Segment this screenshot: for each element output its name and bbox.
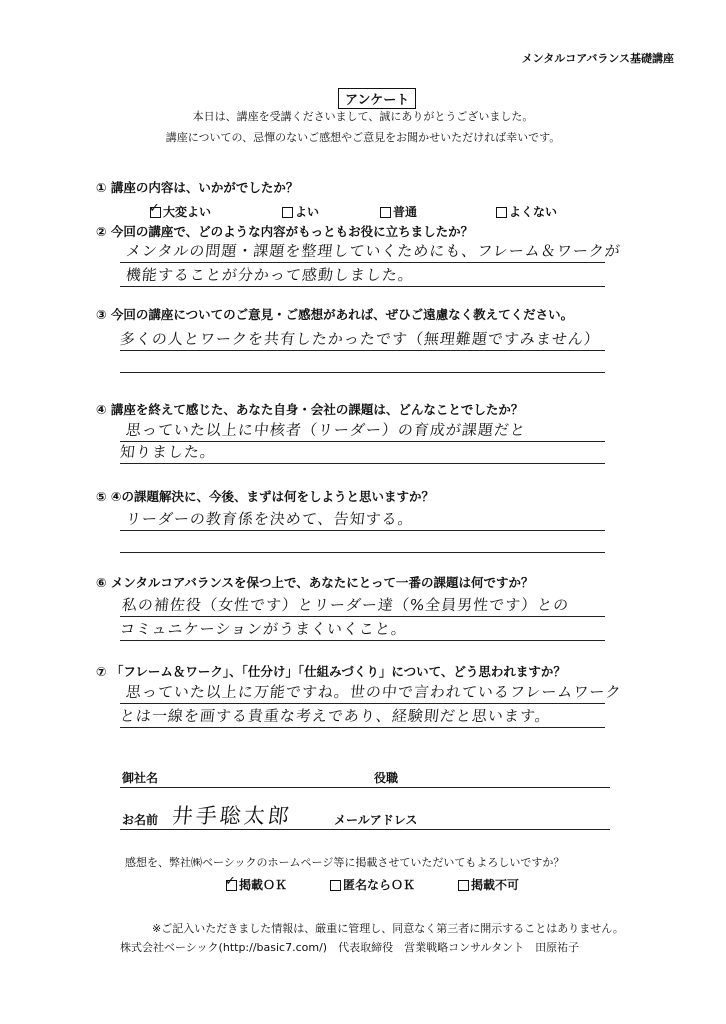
checkbox[interactable] [282,207,293,218]
checkbox[interactable] [496,207,507,218]
name-email-field[interactable] [120,829,610,830]
question-3-label: ③ 今回の講座についてのご意見・ご感想があれば、ぜひご遠慮なく教えてください。 [96,307,574,322]
consent-option-no[interactable]: 掲載不可 [458,876,519,893]
answer-line [120,350,605,351]
checkbox[interactable] [149,201,161,218]
checkmark-icon: ✓ [149,201,160,216]
q6-answer-line-1: 私の補佐役（女性です）とリーダー達（%全員男性です）との [121,596,571,614]
privacy-note: ※ご記入いただきました情報は、厳重に管理し、同意なく第三者に開示することはありません。 [152,922,624,935]
q6-answer-line-2: コミュニケーションがうまくいくこと。 [119,620,409,638]
question-6-label: ⑥ メンタルコアバランスを保つ上で、あなたにとって一番の課題は何ですか？ [96,575,534,590]
question-4-label: ④ 講座を終えて感じた、あなた自身・会社の課題は、どんなことでしたか？ [96,402,524,417]
q1-option-good[interactable]: よい [282,203,319,220]
answer-line [120,262,605,263]
q2-answer-line-1: メンタルの問題・課題を整理していくためにも、フレーム＆ワークが [125,242,622,260]
course-name: メンタルコアバランス基礎講座 [521,52,674,65]
answer-line [120,530,605,531]
answer-line [120,640,605,641]
q3-answer-line-1: 多くの人とワークを共有したかったです（無理難題ですみません） [119,330,601,348]
answer-line [120,727,605,728]
answer-line [120,286,605,287]
q1-option-normal[interactable]: 普通 [380,203,417,220]
checkbox[interactable] [380,207,391,218]
answer-line [120,703,605,704]
checkbox[interactable] [225,874,237,891]
question-2-label: ② 今回の講座で、どのような内容がもっともお役に立ちましたか？ [96,224,474,239]
q1-option-very-good[interactable]: ✓ 大変よい [149,201,212,219]
company-field[interactable] [120,787,610,788]
q7-answer-line-1: 思っていた以上に万能ですね。世の中で言われているフレームワーク [125,683,623,701]
answer-line [120,463,605,464]
company-info: 株式会社ベーシック(http://basic7.com/) 代表取締役 営業戦略コンサルタント 田原祐子 [120,941,580,954]
checkbox[interactable] [330,880,341,891]
company-label: 御社名 [122,771,159,785]
intro-line-2: 講座についての、忌憚のないご感想やご意見をお聞かせいただければ幸いです。 [165,131,561,144]
checkmark-icon: ✓ [225,874,236,889]
question-1-label: ① 講座の内容は、いかがでしたか？ [96,180,299,195]
question-5-label: ⑤ ④の課題解決に、今後、まずは何をしようと思いますか？ [96,489,435,504]
q7-answer-line-2: とは一線を画する貴重な考えであり、経験則だと思います。 [119,707,552,725]
consent-option-ok[interactable]: ✓ 掲載ＯＫ [225,874,288,892]
question-7-label: ⑦ 「フレーム＆ワーク」、「仕分け」「仕組みづくり」について、どう思われますか？ [96,664,566,679]
email-label: メールアドレス [334,813,418,827]
q1-option-not-good[interactable]: よくない [496,203,557,220]
consent-question: 感想を、弊社㈱ベーシックのホームページ等に掲載させていただいてもよろしいですか？ [125,856,565,869]
name-value: 井手聡太郎 [170,804,294,828]
q4-answer-line-1: 思っていた以上に中核者（リーダー）の育成が課題だと [125,421,527,439]
survey-title: アンケート [338,88,416,109]
consent-option-anonymous[interactable]: 匿名ならＯＫ [330,876,415,893]
checkbox[interactable] [458,880,469,891]
q4-answer-line-2: 知りました。 [119,443,217,461]
intro-line-1: 本日は、講座を受講くださいまして、誠にありがとうございました。 [192,110,534,123]
answer-line [120,552,605,553]
q2-answer-line-2: 機能することが分かって感動しました。 [125,266,415,284]
answer-line [120,372,605,373]
answer-line [120,616,605,617]
position-label: 役職 [374,771,399,785]
name-label: お名前 [122,813,159,827]
q5-answer-line-1: リーダーの教育係を決めて、告知する。 [125,510,415,528]
